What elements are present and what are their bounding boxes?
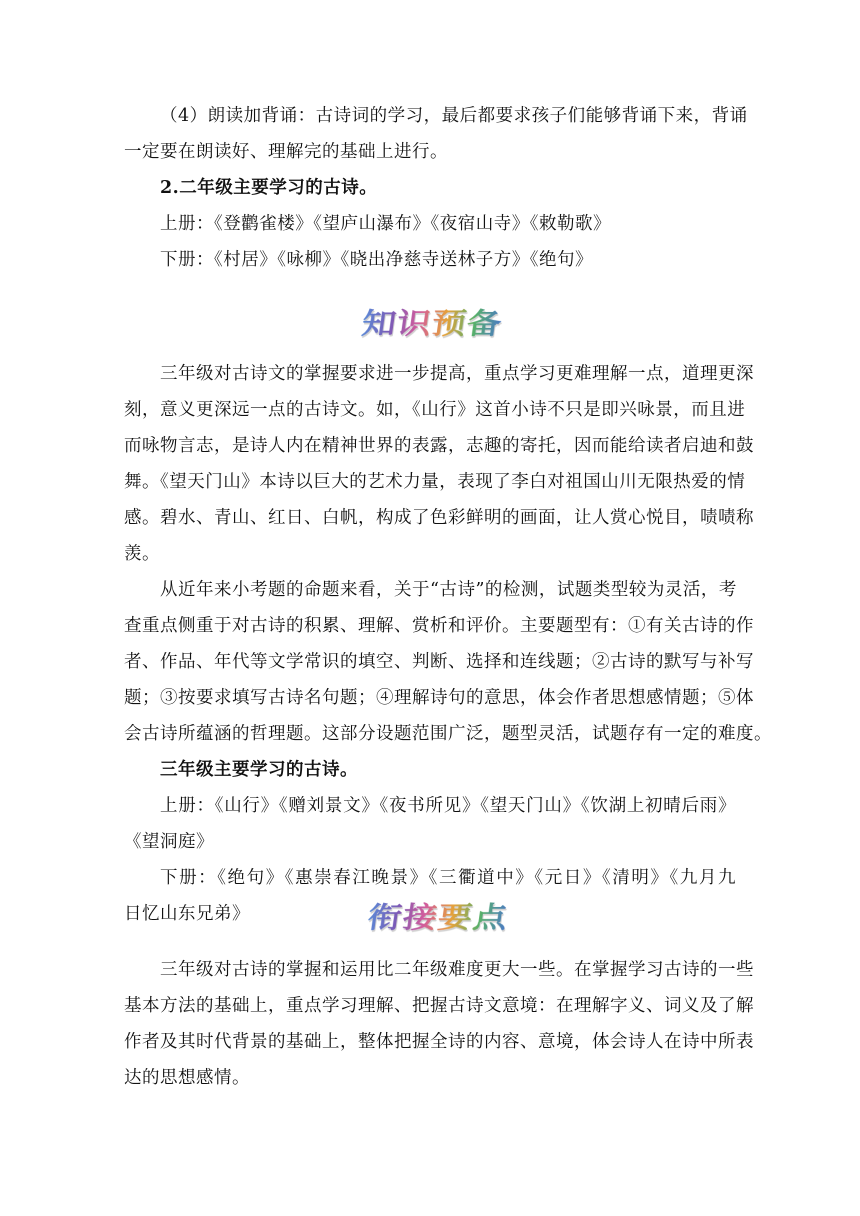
wordart-knowledge-prep: 知识预备 [359, 307, 505, 341]
knowledge-line-1: 三年级对古诗文的掌握要求进一步提高，重点学习更难理解一点，道理更深 [160, 364, 754, 384]
grade3-heading: 三年级主要学习的古诗。 [160, 760, 358, 780]
grade2-lower: 下册：《村居》《咏柳》《晓出净慈寺送林子方》《绝句》 [160, 250, 593, 270]
knowledge-line-5: 感。碧水、青山、红日、白帆，构成了色彩鲜明的画面，让人赏心悦目，啧啧称 [124, 508, 754, 528]
bridge-line-2: 基本方法的基础上，重点学习理解、把握古诗文意境：在理解字义、词义及了解 [124, 996, 754, 1016]
exam-line-3: 者、作品、年代等文学常识的填空、判断、选择和连线题；②古诗的默写与补写 [124, 652, 754, 672]
bridge-line-3: 作者及其时代背景的基础上，整体把握全诗的内容、意境，体会诗人在诗中所表 [124, 1032, 754, 1052]
exam-line-5: 会古诗所蕴涵的哲理题。这部分设题范围广泛，题型灵活，试题存有一定的难度。 [124, 724, 772, 744]
grade3-lower-line-2: 日忆山东兄弟》 [124, 904, 250, 924]
grade2-heading: 2.二年级主要学习的古诗。 [160, 178, 378, 198]
bridge-line-4: 达的思想感情。 [124, 1068, 250, 1088]
wordart-bridge-points: 衔接要点 [365, 901, 511, 935]
knowledge-line-3: 而咏物言志，是诗人内在精神世界的表露，志趣的寄托，因而能给读者启迪和鼓 [124, 436, 754, 456]
exam-line-1: 从近年来小考题的命题来看，关于“古诗”的检测，试题类型较为灵活，考 [160, 580, 737, 600]
exam-line-2: 查重点侧重于对古诗的积累、理解、赏析和评价。主要题型有：①有关古诗的作 [124, 616, 754, 636]
knowledge-line-4: 舞。《望天门山》本诗以巨大的艺术力量，表现了李白对祖国山川无限热爱的情 [124, 472, 746, 492]
grade3-lower-line-1: 下册：《绝句》《惠崇春江晚景》《三衢道中》《元日》《清明》《九月九 [160, 868, 736, 888]
knowledge-line-6: 羡。 [124, 544, 160, 564]
grade2-upper: 上册：《登鹳雀楼》《望庐山瀑布》《夜宿山寺》《敕勒歌》 [160, 214, 611, 234]
exam-line-4: 题；③按要求填写古诗名句题；④理解诗句的意思，体会作者思想感情题；⑤体 [124, 688, 754, 708]
grade3-upper-line-1: 上册：《山行》《赠刘景文》《夜书所见》《望天门山》《饮湖上初晴后雨》 [160, 796, 736, 816]
grade3-upper-line-2: 《望洞庭》 [124, 832, 214, 852]
recitation-line-2: 一定要在朗读好、理解完的基础上进行。 [124, 142, 448, 162]
recitation-line-1: （4）朗读加背诵：古诗词的学习，最后都要求孩子们能够背诵下来，背诵 [160, 106, 748, 126]
bridge-line-1: 三年级对古诗的掌握和运用比二年级难度更大一些。在掌握学习古诗的一些 [160, 960, 754, 980]
knowledge-line-2: 刻，意义更深远一点的古诗文。如，《山行》这首小诗不只是即兴咏景，而且进 [124, 400, 746, 420]
